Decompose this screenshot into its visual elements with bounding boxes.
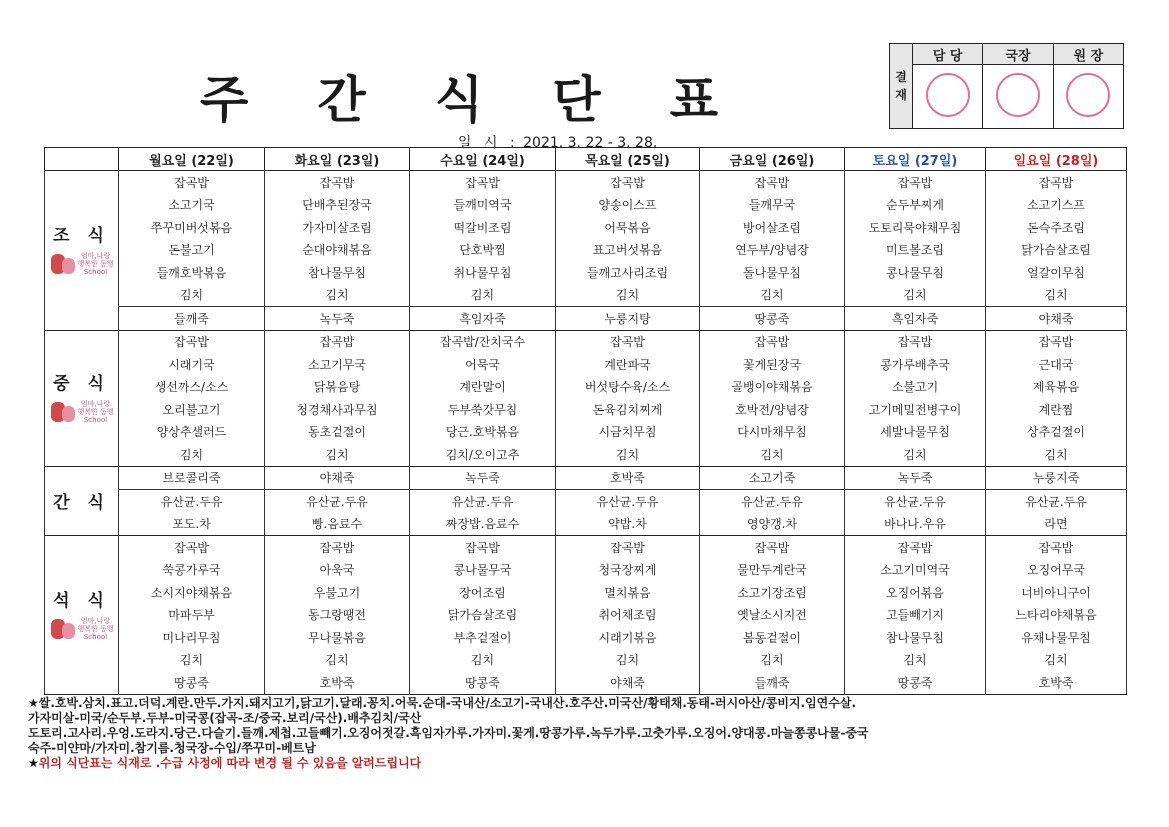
menu-item: 두부쑥갓무침: [410, 398, 556, 421]
menu-item: 아욱국: [265, 559, 410, 582]
menu-item: 어묵국: [410, 353, 556, 376]
menu-item: 포도.차: [119, 513, 265, 536]
menu-item: 시금치무침: [556, 421, 700, 444]
title-char: 단: [552, 71, 603, 129]
menu-item: 오리불고기: [119, 398, 265, 421]
menu-item: 야채죽: [265, 466, 410, 490]
menu-item: 김치: [845, 443, 986, 466]
menu-item: 잡곡밥: [265, 536, 410, 559]
menu-item: 호박죽: [556, 466, 700, 490]
menu-item: 녹두죽: [845, 466, 986, 490]
approval-role: 원 장: [1053, 44, 1123, 65]
menu-item: 소고기무국: [265, 353, 410, 376]
menu-item: 짜장밥.음료수: [410, 513, 556, 536]
menu-item: 옛날소시지전: [700, 604, 845, 627]
menu-item: 동그랑땡전: [265, 604, 410, 627]
menu-item: 잡곡밥/잔치국수: [410, 330, 556, 353]
menu-item: 표고버섯볶음: [556, 239, 700, 262]
meal-label-cell: [45, 171, 119, 331]
menu-item: 잡곡밥: [265, 171, 410, 194]
menu-item: 계란찜: [986, 398, 1127, 421]
menu-item: 마파두부: [119, 604, 265, 627]
corner-cell: [45, 148, 119, 171]
mascot-caption: 엄마,나랑 행복한 동행 School: [77, 616, 114, 641]
menu-item: 오징어무국: [986, 559, 1127, 582]
menu-row: [45, 284, 1127, 307]
menu-item: 콩나물무침: [845, 261, 986, 284]
menu-item: 잡곡밥: [986, 536, 1127, 559]
approval-side-label: 결재: [890, 44, 913, 129]
origin-line: 가자미살-미국/순두부.두부-미국콩(잡곡-조/중국.보리/국산).배추김치/국산: [28, 711, 422, 725]
menu-item: 김치: [556, 284, 700, 307]
menu-item: 김치: [845, 649, 986, 672]
menu-item: 잡곡밥: [700, 536, 845, 559]
menu-item: 무나물볶음: [265, 626, 410, 649]
menu-item: 방어살조림: [700, 216, 845, 239]
day-header: 목요일 (25일): [556, 148, 700, 171]
menu-item: 잡곡밥: [700, 330, 845, 353]
menu-item: 고들빼기지: [845, 604, 986, 627]
menu-item: 김치: [845, 284, 986, 307]
menu-item: 잡곡밥: [410, 171, 556, 194]
menu-item: 들깨죽: [700, 671, 845, 694]
menu-item: 김치: [119, 443, 265, 466]
menu-row: [45, 353, 1127, 376]
menu-row: [45, 466, 1127, 490]
meal-name: 석 식: [53, 590, 110, 611]
menu-item: 콩나물무국: [410, 559, 556, 582]
jar-icon: [49, 615, 77, 641]
menu-item: 청국장찌게: [556, 559, 700, 582]
origin-line: ★쌀.호박.삼치.표고.더덕.계란.만두.가지.돼지고기,닭고기.달래.꽁치.어묵.순대-국내산/소고기-국내산.호주산.미국산/황태채.동태-러시아산/콩비지.임연수살.: [28, 696, 857, 710]
menu-item: 김치: [119, 284, 265, 307]
menu-item: 제육볶음: [986, 376, 1127, 399]
menu-row: [45, 626, 1127, 649]
warning-text: 위의 식단표는 식재로 .수급 사정에 따라 변경 될 수 있음을 알려드립니다: [38, 756, 422, 770]
menu-item: 양상추샐러드: [119, 421, 265, 444]
meal-label-cell: [45, 466, 119, 536]
menu-item: 봄동겉절이: [700, 626, 845, 649]
menu-item: 김치: [986, 649, 1127, 672]
menu-item: 단배추된장국: [265, 194, 410, 217]
menu-item: 돈육김치찌게: [556, 398, 700, 421]
menu-item: 콩가루배추국: [845, 353, 986, 376]
menu-item: 연두부/양념장: [700, 239, 845, 262]
menu-item: 도토리묵야채무침: [845, 216, 986, 239]
menu-row: [45, 239, 1127, 262]
menu-item: 취어채조림: [556, 604, 700, 627]
menu-item: 양송이스프: [556, 194, 700, 217]
menu-item: 녹두죽: [410, 466, 556, 490]
menu-item: 김치: [119, 649, 265, 672]
menu-item: 오징어볶음: [845, 581, 986, 604]
menu-item: 근대국: [986, 353, 1127, 376]
mascot-caption: 엄마,나랑 행복한 동행 School: [77, 400, 114, 424]
page-title: [200, 60, 720, 129]
menu-item: 동초겉절이: [265, 421, 410, 444]
menu-item: 호박죽: [986, 671, 1127, 694]
menu-item: 단호박찜: [410, 239, 556, 262]
menu-item: 참나물무침: [265, 261, 410, 284]
day-header: 수요일 (24일): [410, 148, 556, 171]
menu-item: 들깨미역국: [410, 194, 556, 217]
menu-row: [45, 171, 1127, 194]
menu-item: 돈불고기: [119, 239, 265, 262]
menu-item: 닭가슴살조림: [410, 604, 556, 627]
menu-item: 김치: [986, 284, 1127, 307]
menu-item: 호박전/양념장: [700, 398, 845, 421]
day-header: 월요일 (22일): [119, 148, 265, 171]
menu-item: 골뱅이야채볶음: [700, 376, 845, 399]
menu-item: 김치: [700, 443, 845, 466]
stamp-icon: [1066, 73, 1110, 117]
menu-item: 소고기국: [119, 194, 265, 217]
menu-item: 잡곡밥: [410, 536, 556, 559]
menu-item: 소고기장조림: [700, 581, 845, 604]
menu-item: 호박죽: [265, 671, 410, 694]
menu-item: 멸치볶음: [556, 581, 700, 604]
menu-row: [45, 671, 1127, 694]
menu-item: 김치: [986, 443, 1127, 466]
menu-item: 닭가슴살조림: [986, 239, 1127, 262]
menu-item: 가자미살조림: [265, 216, 410, 239]
approval-role: 담 당: [913, 44, 983, 65]
menu-item: 미나리무침: [119, 626, 265, 649]
menu-item: 소고기죽: [700, 466, 845, 490]
approval-stamp-cell: [1053, 65, 1123, 129]
menu-row: [45, 490, 1127, 513]
menu-item: 들깨무국: [700, 194, 845, 217]
menu-item: 미트볼조림: [845, 239, 986, 262]
menu-item: 녹두죽: [265, 307, 410, 331]
menu-item: 잡곡밥: [845, 330, 986, 353]
menu-item: 소고기스프: [986, 194, 1127, 217]
menu-item: 땅콩죽: [410, 671, 556, 694]
menu-item: 잡곡밥: [119, 330, 265, 353]
menu-item: 떡갈비조림: [410, 216, 556, 239]
menu-item: 쭈꾸미버섯볶음: [119, 216, 265, 239]
menu-item: 김치: [265, 443, 410, 466]
menu-row: [45, 307, 1127, 331]
stamp-icon: [996, 73, 1040, 117]
menu-item: 버섯탕수육/소스: [556, 376, 700, 399]
menu-item: 유산균.두유: [556, 490, 700, 513]
menu-item: 고기메밀전병구이: [845, 398, 986, 421]
menu-item: 당근.호박볶음: [410, 421, 556, 444]
menu-item: 땅콩죽: [700, 307, 845, 331]
menu-item: 계란말이: [410, 376, 556, 399]
menu-item: 계란파국: [556, 353, 700, 376]
menu-item: 쑥콩가루국: [119, 559, 265, 582]
menu-item: 시래기국: [119, 353, 265, 376]
menu-row: [45, 536, 1127, 559]
menu-item: 들깨죽: [119, 307, 265, 331]
approval-box: [889, 43, 1124, 129]
menu-item: 영양갱.차: [700, 513, 845, 536]
menu-item: 잡곡밥: [986, 330, 1127, 353]
title-char: 간: [317, 71, 368, 129]
menu-item: 느타리야채볶음: [986, 604, 1127, 627]
menu-item: 누룽지죽: [986, 466, 1127, 490]
meal-label-cell: [45, 536, 119, 695]
origin-line: 도토리.고사리.우엉.도라지.당근.다슬기.들깨.제첩.고들빼기.오징어젓갈.흑임자가루.가자미.꽃게.땅콩가루.녹두가루.고춧가루.오징어.양대콩.마늘쫑콩나물-중국: [28, 726, 869, 740]
menu-item: 들깨고사리조림: [556, 261, 700, 284]
day-header: 화요일 (23일): [265, 148, 410, 171]
menu-item: 소고기미역국: [845, 559, 986, 582]
mascot-logo: [45, 394, 118, 427]
menu-row: [45, 398, 1127, 421]
approval-stamp-cell: [913, 65, 983, 129]
menu-row: [45, 216, 1127, 239]
menu-item: 땅콩죽: [845, 671, 986, 694]
menu-row: [45, 376, 1127, 399]
jar-icon: [49, 398, 77, 424]
menu-item: 땅콩죽: [119, 671, 265, 694]
menu-item: 잡곡밥: [119, 536, 265, 559]
menu-row: [45, 649, 1127, 672]
meal-name: 중 식: [53, 374, 110, 394]
menu-item: 빵.음료수: [265, 513, 410, 536]
menu-item: 유산균.두유: [119, 490, 265, 513]
mascot-logo: [45, 611, 118, 644]
menu-item: 누룽지탕: [556, 307, 700, 331]
menu-item: 청경채사과무침: [265, 398, 410, 421]
menu-item: 너비아니구이: [986, 581, 1127, 604]
menu-item: 김치: [556, 443, 700, 466]
star-icon: ★: [28, 756, 39, 770]
menu-item: 부추겉절이: [410, 626, 556, 649]
menu-item: 얼갈이무침: [986, 261, 1127, 284]
menu-item: 약밥.차: [556, 513, 700, 536]
menu-item: 유산균.두유: [986, 490, 1127, 513]
date-label: 일 시 :: [458, 135, 519, 151]
menu-item: 돈슥주조림: [986, 216, 1127, 239]
meal-name: 간 식: [53, 493, 110, 514]
menu-item: 유산균.두유: [265, 490, 410, 513]
menu-item: 순두부찌게: [845, 194, 986, 217]
meal-name: 조 식: [53, 226, 110, 247]
menu-item: 소불고기: [845, 376, 986, 399]
menu-item: 유산균.두유: [700, 490, 845, 513]
menu-item: 꽃게된장국: [700, 353, 845, 376]
title-char: 식: [434, 71, 486, 129]
meal-label-cell: [45, 330, 119, 466]
menu-item: 물만두계란국: [700, 559, 845, 582]
menu-row: [45, 513, 1127, 536]
menu-table: [44, 147, 1127, 695]
title-char: 주: [200, 71, 251, 129]
menu-item: 순대야채볶음: [265, 239, 410, 262]
menu-item: 김치: [410, 284, 556, 307]
menu-row: [45, 194, 1127, 217]
menu-item: 생선까스/소스: [119, 376, 265, 399]
menu-item: 유산균.두유: [410, 490, 556, 513]
menu-item: 들깨호박볶음: [119, 261, 265, 284]
menu-item: 김치/오이고추: [410, 443, 556, 466]
date-value: 2021. 3. 22 - 3. 28.: [523, 135, 658, 151]
menu-row: [45, 559, 1127, 582]
menu-item: 브로콜리죽: [119, 466, 265, 490]
menu-item: 돌나물무침: [700, 261, 845, 284]
menu-row: [45, 443, 1127, 466]
menu-item: 유산균.두유: [845, 490, 986, 513]
menu-item: 유채나물무침: [986, 626, 1127, 649]
approval-stamp-cell: [983, 65, 1053, 129]
menu-item: 바나나.우유: [845, 513, 986, 536]
menu-item: 시래기볶음: [556, 626, 700, 649]
menu-item: 잡곡밥: [986, 171, 1127, 194]
day-header: 토요일 (27일): [845, 148, 986, 171]
menu-item: 다시마채무침: [700, 421, 845, 444]
menu-item: 잡곡밥: [556, 330, 700, 353]
menu-item: 흑임자죽: [410, 307, 556, 331]
day-header: 금요일 (26일): [700, 148, 845, 171]
stamp-icon: [926, 73, 970, 117]
title-char: 표: [669, 71, 720, 129]
menu-item: 야채죽: [556, 671, 700, 694]
menu-item: 김치: [265, 284, 410, 307]
menu-item: 라면: [986, 513, 1127, 536]
menu-item: 잡곡밥: [845, 171, 986, 194]
jar-icon: [49, 250, 77, 276]
menu-row: [45, 421, 1127, 444]
menu-item: 참나물무침: [845, 626, 986, 649]
mascot-caption: 엄마,나랑 행복한 동행 School: [77, 252, 114, 277]
menu-item: 장어조림: [410, 581, 556, 604]
menu-item: 닭볶음탕: [265, 376, 410, 399]
day-header: 일요일 (28일): [986, 148, 1127, 171]
menu-item: 소시지야채볶음: [119, 581, 265, 604]
menu-item: 상추겉절이: [986, 421, 1127, 444]
menu-item: 야채죽: [986, 307, 1127, 331]
menu-item: 어묵볶음: [556, 216, 700, 239]
mascot-logo: [45, 246, 118, 279]
menu-item: 김치: [265, 649, 410, 672]
menu-item: 잡곡밥: [700, 171, 845, 194]
menu-row: [45, 581, 1127, 604]
menu-item: 취나물무침: [410, 261, 556, 284]
notes: [28, 696, 1148, 771]
approval-role: 국장: [983, 44, 1053, 65]
origin-line: 숙주-미얀마/가자미.참기름.청국장-수입/쭈꾸미-베트남: [28, 741, 316, 755]
header-row: [45, 148, 1127, 171]
menu-row: [45, 330, 1127, 353]
menu-row: [45, 604, 1127, 627]
menu-item: 잡곡밥: [845, 536, 986, 559]
menu-item: 세발나물무침: [845, 421, 986, 444]
menu-item: 김치: [700, 649, 845, 672]
menu-item: 잡곡밥: [265, 330, 410, 353]
menu-item: 잡곡밥: [119, 171, 265, 194]
menu-item: 김치: [410, 649, 556, 672]
menu-item: 잡곡밥: [556, 536, 700, 559]
menu-row: [45, 261, 1127, 284]
menu-item: 잡곡밥: [556, 171, 700, 194]
menu-item: 흑임자죽: [845, 307, 986, 331]
menu-item: 김치: [700, 284, 845, 307]
menu-item: 김치: [556, 649, 700, 672]
menu-item: 우불고기: [265, 581, 410, 604]
